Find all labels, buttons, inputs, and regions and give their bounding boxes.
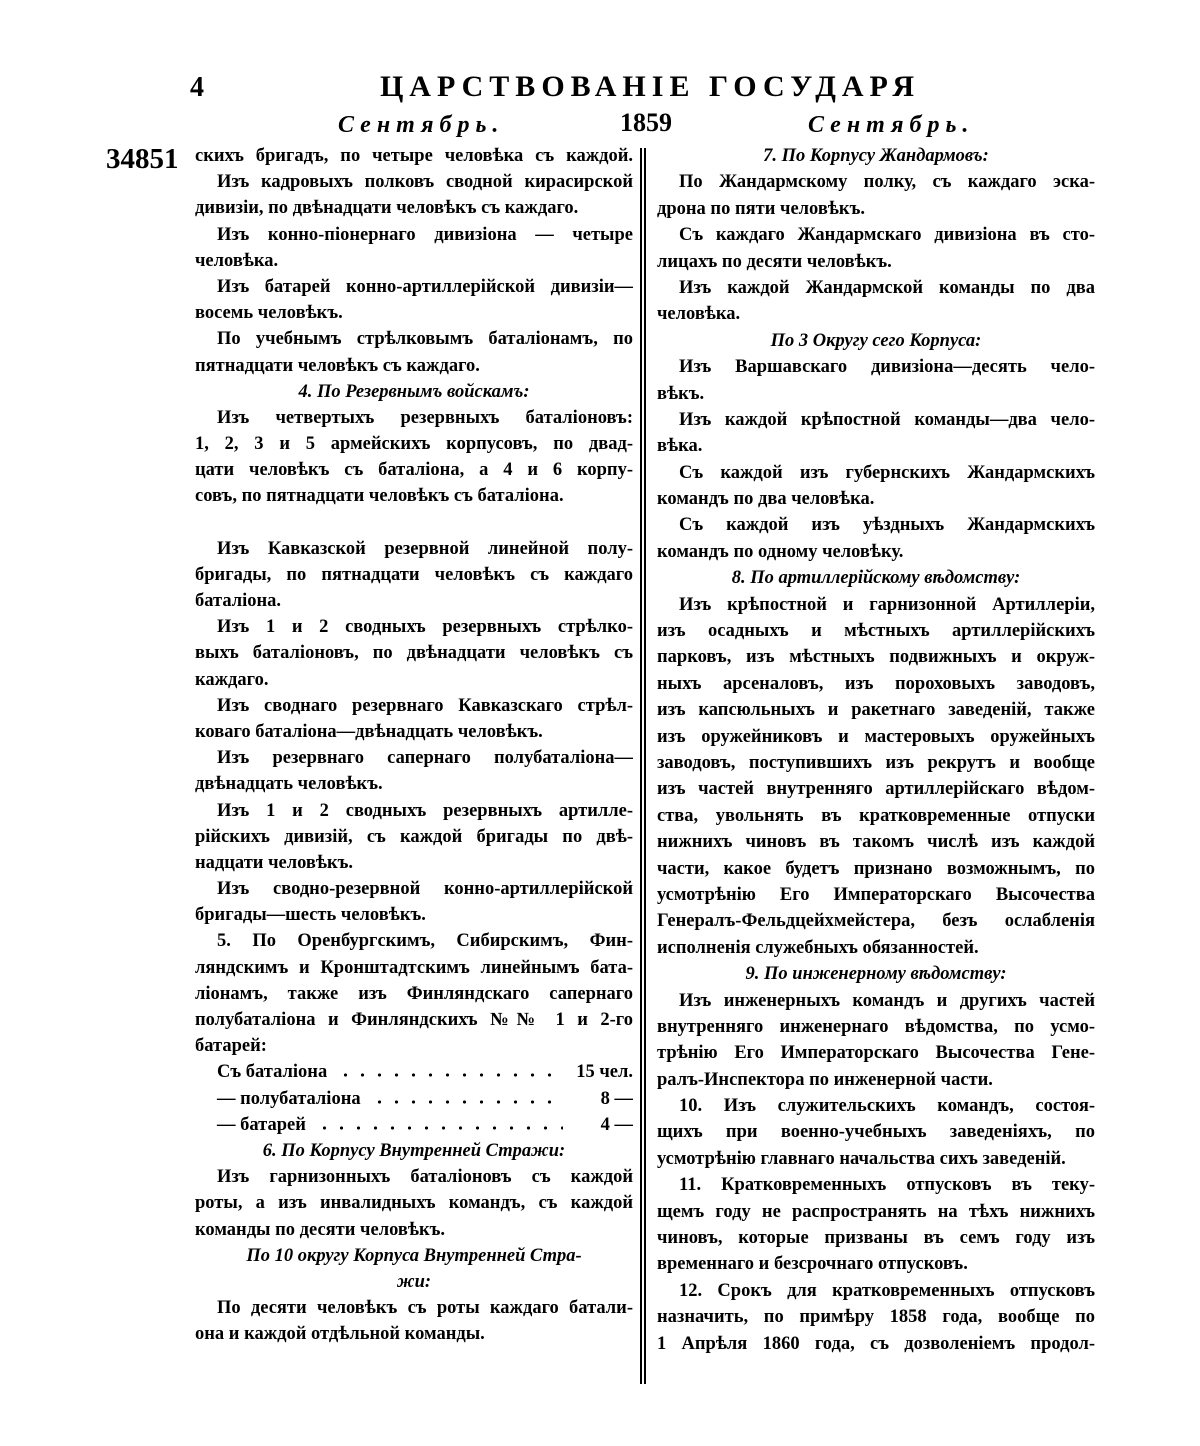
text-line: 6. По Корпусу Внутренней Стражи: (262, 1140, 566, 1161)
text-line: По Жандармскому полку, съ каждаго эска- (679, 172, 1095, 193)
text-line: заводовъ, поступившихъ изъ рекрутъ и вообще (657, 752, 1095, 773)
text-line: 8. По артиллерійскому вѣдомству: (731, 568, 1021, 589)
text-line: трѣнію Его Императорскаго Высочества Гене- (657, 1043, 1095, 1064)
text-line: двѣнадцать человѣкъ. (195, 774, 383, 795)
quota-label: — полубаталіона (217, 1088, 361, 1109)
quota-label: Съ баталіона (217, 1062, 328, 1083)
text-line: цати человѣкъ съ баталіона, а 4 и 6 корпу- (195, 460, 633, 481)
text-line: чиновъ, которые призваны въ семъ году изъ (657, 1228, 1095, 1249)
paragraph (195, 745, 633, 797)
text-line: Изъ конно-піонернаго дивизіона — четыре (217, 224, 633, 245)
section-heading (657, 961, 1095, 987)
text-line: По десяти человѣкъ съ роты каждаго батали- (217, 1298, 633, 1319)
blank-space (195, 510, 633, 536)
text-line: бригады—шесть человѣкъ. (195, 905, 426, 926)
paragraph (657, 222, 1095, 275)
text-line: совъ, по пятнадцати человѣкъ съ баталіона. (195, 486, 564, 507)
text-line: полубаталіона и Финляндскихъ №№ 1 и 2-го (195, 1010, 633, 1030)
text-line: ліонамъ, также изъ Финляндскаго сапернаго (195, 983, 633, 1004)
text-line: пятнадцати человѣкъ съ каждаго. (195, 355, 480, 376)
paragraph (657, 988, 1095, 1094)
quota-label: — батарей (217, 1114, 306, 1135)
text-line: роты, а изъ инвалидныхъ командъ, съ каждой (195, 1193, 633, 1214)
text-line: временнаго и безсрочнаго отпусковъ. (657, 1254, 968, 1275)
text-line: назначить, по примѣру 1858 года, вообще по (657, 1307, 1095, 1328)
quota-row (195, 1112, 633, 1138)
text-line: Изъ крѣпостной и гарнизонной Артиллеріи, (679, 594, 1095, 615)
quota-value: 8 — (600, 1088, 633, 1109)
text-line: человѣка. (195, 250, 279, 271)
text-line: каждаго. (195, 669, 269, 690)
paragraph (195, 169, 633, 221)
text-line: 1 Апрѣля 1860 года, съ дозволеніемъ продол- (657, 1333, 1095, 1354)
paragraph (195, 928, 633, 1059)
section-heading (195, 1243, 633, 1295)
text-line: команды по десяти человѣкъ. (195, 1219, 446, 1240)
text-line: ляндскимъ и Кронштадтскимъ линейнымъ бата- (195, 957, 633, 978)
section-heading (657, 143, 1095, 169)
text-line: Съ каждой изъ уѣздныхъ Жандармскихъ (679, 515, 1095, 536)
text-line: Изъ гарнизонныхъ баталіоновъ съ каждой (217, 1167, 633, 1188)
year: 1859 (620, 108, 672, 137)
text-line: щемъ году не распространять на тѣхъ нижнихъ (657, 1201, 1095, 1222)
text-line: исполненія служебныхъ обязанностей. (657, 937, 979, 958)
month-right: Сентябрь. (808, 112, 975, 138)
paragraph (657, 460, 1095, 513)
text-line: 11. Кратковременныхъ отпусковъ въ теку- (679, 1175, 1095, 1196)
paragraph (657, 275, 1095, 328)
text-line: выхъ баталіоновъ, по двѣнадцати человѣкъ съ (195, 643, 633, 664)
text-line: усмотрѣнію главнаго начальства сихъ заведеній. (657, 1148, 1066, 1169)
text-line: Изъ каждой крѣпостной команды—два чело- (679, 409, 1095, 430)
text-line: дрона по пяти человѣкъ. (657, 198, 865, 219)
paragraph (657, 1093, 1095, 1172)
text-line: Изъ инженерныхъ командъ и другихъ частей (679, 990, 1095, 1011)
text-line: жи: (396, 1271, 432, 1292)
text-line: бригады, по пятнадцати человѣкъ съ каждаго (195, 564, 633, 585)
paragraph (195, 326, 633, 378)
paragraph (195, 274, 633, 326)
text-line: 7. По Корпусу Жандармовъ: (763, 146, 989, 166)
text-line: Изъ резервнаго сапернаго полубаталіона— (217, 748, 633, 769)
quota-value: 4 — (600, 1114, 633, 1135)
paragraph (195, 536, 633, 615)
text-line: 10. Изъ служительскихъ командъ, состоя- (679, 1096, 1095, 1117)
text-line: ства, увольнять въ кратковременные отпуски (657, 805, 1095, 826)
text-line: лицахъ по десяти человѣкъ. (657, 251, 892, 272)
text-line: изъ оружейниковъ и мастеровыхъ оружейныхъ (657, 726, 1095, 747)
text-line: Съ каждой изъ губернскихъ Жандармскихъ (679, 462, 1095, 483)
text-line: Изъ своднаго резервнаго Кавказскаго стрѣл- (217, 695, 633, 716)
left-column (195, 143, 633, 1347)
section-heading (657, 565, 1095, 591)
paragraph (195, 876, 633, 928)
text-line: коваго баталіона—двѣнадцать человѣкъ. (195, 721, 543, 742)
text-line: нижнихъ чиновъ въ такомъ числѣ изъ каждой (657, 832, 1095, 853)
text-line: вѣка. (657, 436, 703, 457)
text-line: щихъ при военно-учебныхъ заведеніяхъ, по (657, 1122, 1095, 1143)
dot-leader (371, 1100, 563, 1104)
paragraph (657, 592, 1095, 961)
paragraph (195, 405, 633, 510)
paragraph (195, 798, 633, 877)
text-line: По 3 Округу сего Корпуса: (770, 330, 982, 351)
text-line: Изъ 1 и 2 сводныхъ резервныхъ стрѣлко- (217, 617, 633, 638)
paragraph (657, 1172, 1095, 1278)
text-line: изъ капсюльныхъ и ракетнаго заведеній, также (657, 700, 1095, 721)
document-number: 34851 (106, 143, 179, 175)
paragraph (195, 1164, 633, 1243)
paragraph (657, 407, 1095, 460)
quota-row (195, 1059, 633, 1085)
text-line: вѣкъ. (657, 383, 705, 404)
quota-list (195, 1059, 633, 1138)
text-line: изъ осадныхъ и мѣстныхъ артиллерійскихъ (657, 621, 1095, 642)
text-line: По 10 округу Корпуса Внутренней Стра- (246, 1245, 582, 1266)
text-line: Съ каждаго Жандармскаго дивизіона въ сто- (679, 225, 1095, 246)
text-line: внутренняго инженернаго вѣдомства, по усмо- (657, 1016, 1095, 1037)
text-line: баталіона. (195, 591, 282, 611)
text-line: командъ по два человѣка. (657, 489, 875, 510)
column-divider (640, 148, 646, 1384)
text-line: 1, 2, 3 и 5 армейскихъ корпусовъ, по двад- (195, 434, 633, 455)
text-line: человѣка. (657, 304, 741, 325)
paragraph (657, 354, 1095, 407)
dot-leader (316, 1126, 563, 1130)
page-number: 4 (190, 72, 204, 103)
text-line: Изъ кадровыхъ полковъ сводной кирасирской (217, 172, 633, 193)
text-line: Изъ Варшавскаго дивизіона—десять чело- (679, 357, 1095, 378)
text-line: парковъ, изъ мѣстныхъ подвижныхъ и окруж- (657, 647, 1095, 668)
paragraph (195, 614, 633, 693)
text-line: Изъ 1 и 2 сводныхъ резервныхъ артилле- (217, 800, 633, 821)
text-line: Изъ четвертыхъ резервныхъ баталіоновъ: (217, 407, 633, 428)
section-heading (195, 379, 633, 405)
dot-leader (337, 1073, 563, 1077)
text-line: надцати человѣкъ. (195, 852, 354, 873)
text-line: 12. Срокъ для кратковременныхъ отпусковъ (679, 1280, 1095, 1301)
quota-value: 15 чел. (576, 1062, 633, 1083)
text-line: Изъ каждой Жандармской команды по два (679, 277, 1095, 298)
paragraph (657, 512, 1095, 565)
text-line: ралъ-Инспектора по инженерной части. (657, 1069, 993, 1090)
paragraph (657, 169, 1095, 222)
text-line: рійскихъ дивизій, съ каждой бригады по двѣ- (195, 826, 633, 847)
text-line: батарей: (195, 1036, 267, 1057)
text-line: усмотрѣнію Его Императорскаго Высочества (657, 884, 1095, 905)
text-line: восемь человѣкъ. (195, 303, 343, 324)
text-line: изъ частей внутренняго артиллерійскаго вѣдом- (657, 779, 1095, 800)
running-title: ЦАРСТВОВАНІЕ ГОСУДАРЯ (379, 70, 921, 103)
paragraph (195, 1295, 633, 1347)
month-left: Сентябрь. (338, 112, 505, 138)
text-line: ныхъ арсеналовъ, изъ пороховыхъ заводовъ, (657, 673, 1095, 694)
right-column (657, 143, 1095, 1357)
text-line: По учебнымъ стрѣлковымъ баталіонамъ, по (217, 329, 633, 350)
text-line: 9. По инженерному вѣдомству: (745, 964, 1007, 985)
paragraph (657, 1278, 1095, 1357)
text-line: Генералъ-Фельдцейхмейстера, безъ ослабленія (657, 911, 1095, 932)
text-line: командъ по одному человѣку. (657, 541, 904, 562)
text-line: 5. По Оренбургскимъ, Сибирскимъ, Фин- (217, 931, 633, 952)
text-line: дивизіи, по двѣнадцати человѣкъ съ каждаго. (195, 198, 579, 219)
text-line: она и каждой отдѣльной команды. (195, 1324, 485, 1345)
text-line: Изъ батарей конно-артиллерійской дивизіи— (217, 276, 633, 297)
text-line: 4. По Резервнымъ войскамъ: (298, 381, 530, 402)
section-heading (195, 1138, 633, 1164)
text-line: Изъ сводно-резервной конно-артиллерійской (217, 879, 633, 900)
text-line: части, какое будетъ признано возможнымъ, по (657, 858, 1095, 879)
text-line: Изъ Кавказской резервной линейной полу- (217, 538, 633, 559)
text-line: скихъ бригадъ, по четыре человѣка съ каждой. (195, 146, 633, 166)
section-heading (657, 328, 1095, 354)
quota-row (195, 1086, 633, 1112)
paragraph (195, 693, 633, 745)
paragraph (195, 222, 633, 274)
paragraph (195, 143, 633, 169)
